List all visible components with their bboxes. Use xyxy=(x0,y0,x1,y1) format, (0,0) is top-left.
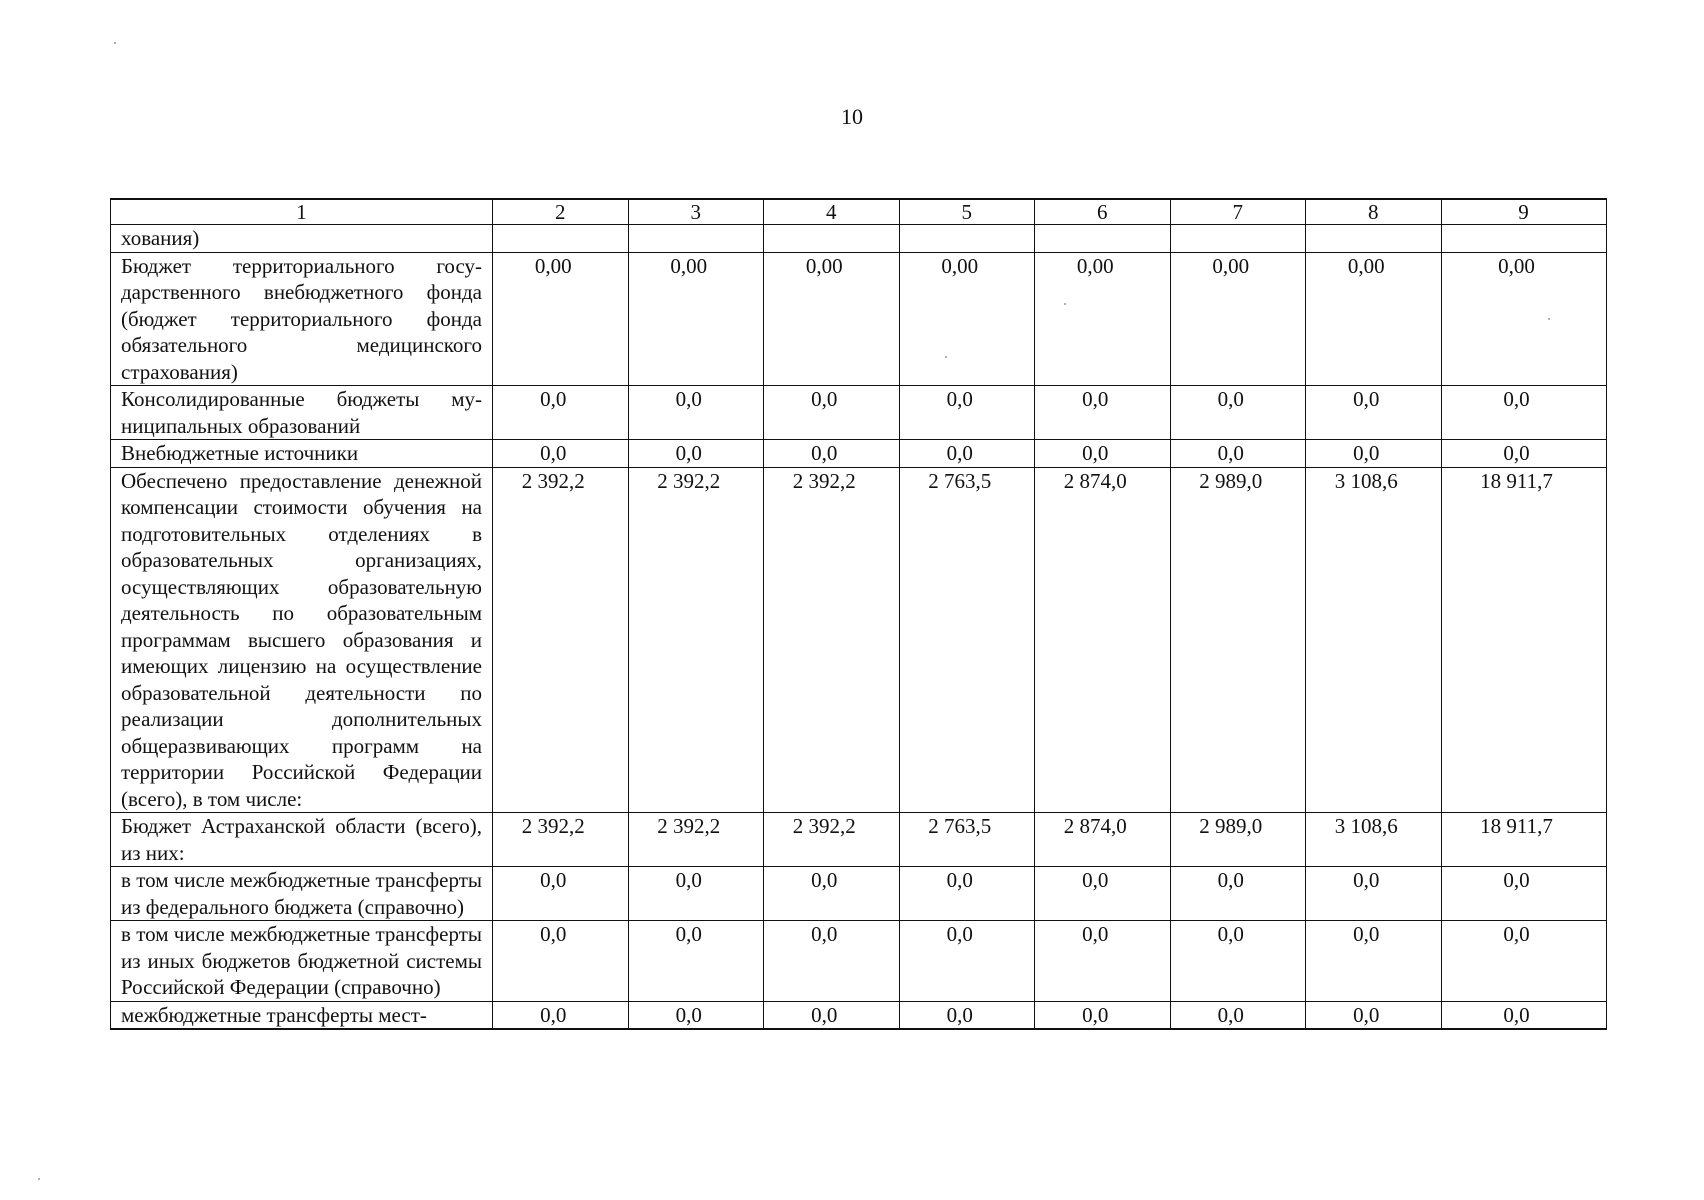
table-body xyxy=(111,225,1607,1030)
header-cell: 6 xyxy=(1035,199,1171,225)
header-cell: 5 xyxy=(899,199,1035,225)
value-cell: 0,00 xyxy=(628,252,764,386)
value-cell: 18 911,7 xyxy=(1441,467,1606,813)
scan-speck xyxy=(114,42,116,44)
value-cell: 0,00 xyxy=(1441,252,1606,386)
value-cell: 0,0 xyxy=(493,440,629,468)
value-cell xyxy=(493,225,629,253)
value-cell: 0,0 xyxy=(1441,386,1606,440)
row-label: Бюджет территориального государственного внебюджетного фонда (бюджет территориального фонда обязательного медицинского страхования) xyxy=(111,252,493,386)
value-cell: 0,0 xyxy=(493,1001,629,1029)
value-cell: 2 392,2 xyxy=(764,813,900,867)
value-cell: 0,0 xyxy=(1170,1001,1306,1029)
value-cell: 0,0 xyxy=(899,440,1035,468)
value-cell: 0,0 xyxy=(1441,867,1606,921)
table-row xyxy=(111,1001,1607,1029)
value-cell: 0,0 xyxy=(899,921,1035,1002)
scan-speck xyxy=(38,1178,40,1180)
value-cell: 0,0 xyxy=(764,867,900,921)
page-number: 10 xyxy=(841,104,863,129)
value-cell: 0,0 xyxy=(1035,921,1171,1002)
header-cell: 9 xyxy=(1441,199,1606,225)
value-cell xyxy=(764,225,900,253)
table-row xyxy=(111,813,1607,867)
header-cell: 1 xyxy=(111,199,493,225)
value-cell: 2 392,2 xyxy=(493,813,629,867)
value-cell: 0,0 xyxy=(1441,440,1606,468)
row-label: межбюджетные трансферты мест- xyxy=(111,1001,493,1029)
value-cell: 0,0 xyxy=(899,386,1035,440)
header-cell: 7 xyxy=(1170,199,1306,225)
value-cell: 0,0 xyxy=(493,867,629,921)
value-cell: 2 989,0 xyxy=(1170,467,1306,813)
row-label: Внебюджетные источники xyxy=(111,440,493,468)
value-cell: 0,0 xyxy=(1035,386,1171,440)
value-cell: 2 392,2 xyxy=(628,813,764,867)
value-cell: 0,0 xyxy=(628,386,764,440)
row-label: Консолидированные бюджеты муниципальных образований xyxy=(111,386,493,440)
row-label: хования) xyxy=(111,225,493,253)
value-cell: 0,0 xyxy=(1170,867,1306,921)
value-cell: 2 763,5 xyxy=(899,467,1035,813)
value-cell: 0,0 xyxy=(628,867,764,921)
scan-speck xyxy=(1064,303,1066,305)
value-cell xyxy=(1170,225,1306,253)
value-cell: 2 874,0 xyxy=(1035,813,1171,867)
row-label: Бюджет Астраханской области (всего), из них: xyxy=(111,813,493,867)
value-cell: 3 108,6 xyxy=(1306,467,1442,813)
value-cell: 0,0 xyxy=(628,1001,764,1029)
value-cell: 2 392,2 xyxy=(493,467,629,813)
value-cell: 0,0 xyxy=(493,921,629,1002)
value-cell: 0,0 xyxy=(764,386,900,440)
value-cell xyxy=(628,225,764,253)
value-cell: 0,0 xyxy=(1170,386,1306,440)
value-cell: 0,0 xyxy=(764,1001,900,1029)
value-cell: 0,0 xyxy=(1035,1001,1171,1029)
value-cell: 0,0 xyxy=(1306,1001,1442,1029)
header-row xyxy=(111,199,1607,225)
value-cell: 2 392,2 xyxy=(764,467,900,813)
value-cell: 0,0 xyxy=(764,921,900,1002)
value-cell: 0,0 xyxy=(1441,921,1606,1002)
value-cell: 0,0 xyxy=(899,867,1035,921)
value-cell: 0,00 xyxy=(1170,252,1306,386)
value-cell xyxy=(1306,225,1442,253)
value-cell: 0,00 xyxy=(899,252,1035,386)
value-cell: 0,0 xyxy=(1035,440,1171,468)
value-cell: 0,0 xyxy=(1306,921,1442,1002)
value-cell: 0,00 xyxy=(493,252,629,386)
value-cell: 0,0 xyxy=(1441,1001,1606,1029)
table-row xyxy=(111,225,1607,253)
scan-speck xyxy=(945,356,947,358)
value-cell: 0,00 xyxy=(1306,252,1442,386)
value-cell: 0,0 xyxy=(1306,386,1442,440)
value-cell: 18 911,7 xyxy=(1441,813,1606,867)
table-row xyxy=(111,467,1607,813)
table-row xyxy=(111,440,1607,468)
value-cell: 0,0 xyxy=(628,921,764,1002)
value-cell: 0,00 xyxy=(1035,252,1171,386)
row-label: Обеспечено предоставление денежной компенсации стоимости обучения на подготовительных отделениях в образовательных организациях, осуществляющих образовательную деятельность по образовательным программам высшего образования и имеющих лицензию на осуществление образовательной деятельности по реализации дополнительных общеразвивающих программ на территории Российской Федерации (всего), в том числе: xyxy=(111,467,493,813)
value-cell: 0,00 xyxy=(764,252,900,386)
value-cell: 0,0 xyxy=(1170,440,1306,468)
scan-speck xyxy=(1548,318,1550,320)
value-cell xyxy=(1035,225,1171,253)
header-cell: 4 xyxy=(764,199,900,225)
header-cell: 3 xyxy=(628,199,764,225)
value-cell: 0,0 xyxy=(1306,867,1442,921)
value-cell: 2 874,0 xyxy=(1035,467,1171,813)
value-cell: 3 108,6 xyxy=(1306,813,1442,867)
row-label: в том числе межбюджетные трансферты из иных бюджетов бюджетной системы Российской Федерации (справочно) xyxy=(111,921,493,1002)
value-cell: 2 392,2 xyxy=(628,467,764,813)
table-row xyxy=(111,386,1607,440)
table-row xyxy=(111,252,1607,386)
value-cell: 2 763,5 xyxy=(899,813,1035,867)
value-cell: 2 989,0 xyxy=(1170,813,1306,867)
value-cell: 0,0 xyxy=(493,386,629,440)
header-cell: 8 xyxy=(1306,199,1442,225)
value-cell: 0,0 xyxy=(1035,867,1171,921)
value-cell: 0,0 xyxy=(764,440,900,468)
value-cell xyxy=(1441,225,1606,253)
value-cell xyxy=(899,225,1035,253)
value-cell: 0,0 xyxy=(628,440,764,468)
header-cell: 2 xyxy=(493,199,629,225)
value-cell: 0,0 xyxy=(1306,440,1442,468)
value-cell: 0,0 xyxy=(1170,921,1306,1002)
budget-table xyxy=(110,198,1607,1030)
table-row xyxy=(111,921,1607,1002)
value-cell: 0,0 xyxy=(899,1001,1035,1029)
row-label: в том числе межбюджетные трансферты из федерального бюджета (справочно) xyxy=(111,867,493,921)
table-row xyxy=(111,867,1607,921)
